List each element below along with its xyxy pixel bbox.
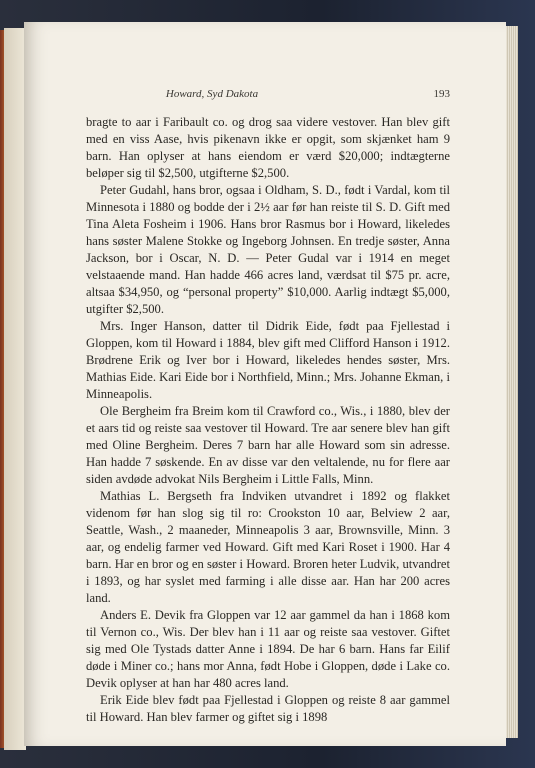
facing-page-edge xyxy=(4,28,26,750)
paragraph: Peter Gudahl, hans bror, ogsaa i Oldham, S. D., født i Vardal, kom til Minnesota i 1880 og bodde der i 2½ aar før han reiste til S. D. Gift med Tina Aleta Fosheim i 1906. Hans bror Rasmus bor i Howard, likeledes hans søster Malene Stokke og Ingeborg Johnsen. En tredje søster, Anna Jackson, bor i Oscar, N. D. — Peter Gudal var i 1914 en meget velstaaende mand. Han hadde 466 acres land, værdsat til $75 pr. acre, altsaa $34,950, og “personal property” $10,000. Aarlig indtægt $5,000, utgifter $2,500. xyxy=(86,183,450,316)
page-number: 193 xyxy=(433,88,450,100)
running-head: Howard, Syd Dakota xyxy=(165,88,259,100)
paragraph: Anders E. Devik fra Gloppen var 12 aar gammel da han i 1868 kom til Vernon co., Wis. Der blev han i 11 aar og reiste saa vestover. Giftet sig med Ole Tystads datter Anne i 1894. De har 6 barn. Hans far Eilif døde i Miner co.; hans mor Anna, født Hobe i Gloppen, døde i Lake co. Devik oplyser at han har 480 acres land. xyxy=(86,608,450,690)
paragraph: bragte to aar i Faribault co. og drog saa videre vestover. Han blev gift med en viss Aase, hvis pikenavn ikke er opgit, som skjænket ham 9 barn. Han oplyser at hans eiendom er værd $20,000; indtægterne beløper sig til $2,500, utgifterne $2,500. xyxy=(86,115,450,180)
paragraph: Erik Eide blev født paa Fjellestad i Gloppen og reiste 8 aar gammel til Howard. Han blev farmer og giftet sig i 1898 xyxy=(86,693,450,724)
paragraph: Mrs. Inger Hanson, datter til Didrik Eide, født paa Fjellestad i Gloppen, kom til Howard i 1884, blev gift med Clifford Hanson i 1912. Brødrene Erik og Iver bor i Howard, likeledes hendes søster, Mrs. Mathias Eide. Kari Eide bor i Northfield, Minn.; Mrs. Johanne Ekman, i Minneapolis. xyxy=(86,319,450,401)
paragraph: Ole Bergheim fra Breim kom til Crawford co., Wis., i 1880, blev der et aars tid og reiste saa vestover til Howard. Tre aar senere blev han gift med Oline Bergheim. Deres 7 barn har alle Howard som sin adresse. Han hadde 7 søskende. En av disse var den veltalende, nu for flere aar siden avdøde advokat Nils Bergheim i Little Falls, Minn. xyxy=(86,404,450,486)
paragraph: Mathias L. Bergseth fra Indviken utvandret i 1892 og flakket videnom før han slog sig til ro: Crookston 10 aar, Belview 2 aar, Seattle, Wash., 2 maaneder, Minneapolis 3 aar, Brownsville, Minn. 3 aar, og endelig farmer ved Howard. Gift med Kari Roset i 1900. Har 4 barn. Har en bror og en søster i Howard. Broren heter Ludvik, utvandret i 1893, og har syslet med farming i alle disse aar. Han har 200 acres land. xyxy=(86,489,450,605)
body-text xyxy=(86,114,450,726)
book-page xyxy=(24,22,506,746)
